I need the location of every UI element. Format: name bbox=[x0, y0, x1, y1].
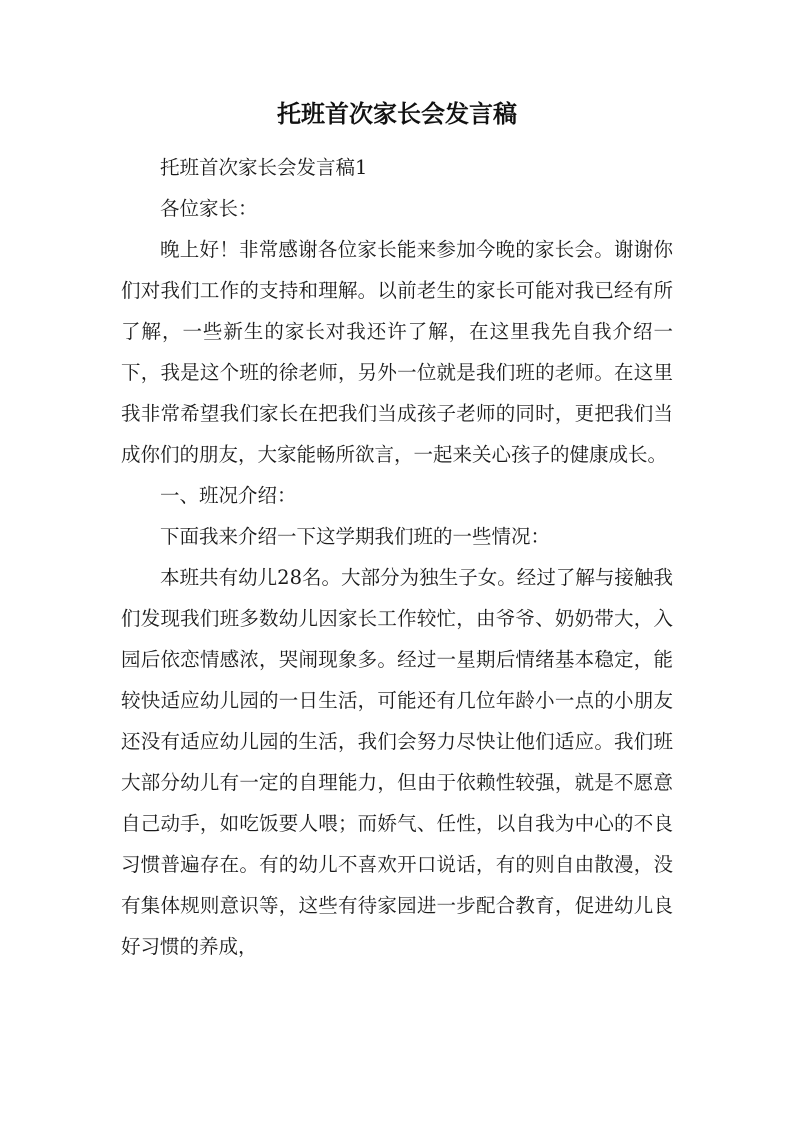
section-heading: 一、班况介绍： bbox=[160, 484, 297, 507]
subtitle-paragraph: 托班首次家长会发言稿1 bbox=[160, 156, 368, 179]
intro-paragraph: 下面我来介绍一下这学期我们班的一些情况： bbox=[160, 525, 551, 548]
document-title: 托班首次家长会发言稿 bbox=[277, 100, 517, 128]
document-body bbox=[121, 147, 673, 967]
class-situation-paragraph: 本班共有幼儿28名。大部分为独生子女。经过了解与接触我们发现我们班多数幼儿因家长工作较忙，由爷爷、奶奶带大，入园后依恋情感浓，哭闹现象多。经过一星期后情绪基本稳定，能较快适应幼儿园的一日生活，可能还有几位年龄小一点的小朋友还没有适应幼儿园的生活，我们会努力尽快让他们适应。我们班大部分幼儿有一定的自理能力，但由于依赖性较强，就是不愿意自己动手，如吃饭要人喂；而娇气、任性，以自我为中心的不良习惯普遍存在。有的幼儿不喜欢开口说话，有的则自由散漫，没有集体规则意识等，这些有待家园进一步配合教育，促进幼儿良好习惯的养成， bbox=[121, 566, 673, 958]
salutation-paragraph: 各位家长： bbox=[160, 197, 258, 220]
greeting-paragraph: 晚上好！非常感谢各位家长能来参加今晚的家长会。谢谢你们对我们工作的支持和理解。以前老生的家长可能对我已经有所了解，一些新生的家长对我还许了解，在这里我先自我介绍一下，我是这个班的徐老师，另外一位就是我们班的老师。在这里我非常希望我们家长在把我们当成孩子老师的同时，更把我们当成你们的朋友，大家能畅所欲言，一起来关心孩子的健康成长。 bbox=[121, 238, 673, 466]
